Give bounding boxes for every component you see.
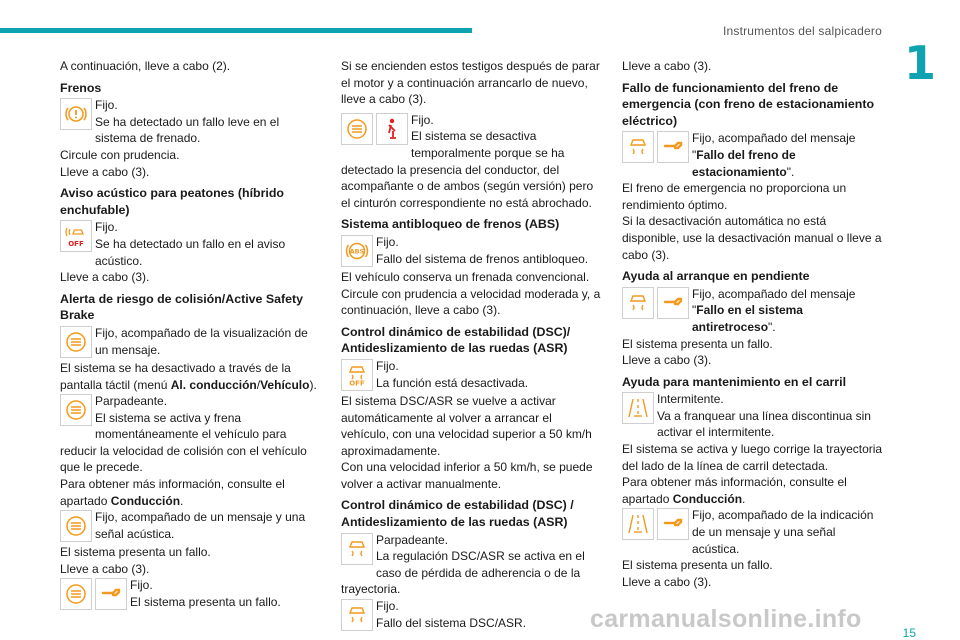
section-title-frenos: Frenos: [60, 80, 102, 95]
text-line: Fijo, acompañado de la indicación de un mensaje y una señal acústica.: [692, 508, 874, 556]
text-line: La función está desactivada.: [376, 375, 529, 390]
section-title-dsc-1: Control dinámico de estabilidad (DSC)/ Antideslizamiento de las ruedas (ASR): [341, 324, 571, 356]
section-title-carril: Ayuda para mantenimiento en el carril: [622, 374, 847, 389]
dsc-icon: [341, 599, 373, 631]
dsc1-block: [341, 358, 603, 393]
text-line: El sistema presenta un fallo.: [130, 595, 281, 610]
alerta-block-2: [60, 393, 318, 476]
alerta-block-3: [60, 509, 318, 544]
page-header-title: Instrumentos del salpicadero: [722, 24, 882, 38]
dsc-icon: [622, 287, 654, 319]
wrench-icon: [657, 287, 689, 319]
text-line: Fijo, acompañado de la visualización de un mensaje.: [95, 325, 308, 357]
text-line: Se ha detectado un fallo leve en el sistema de frenado.: [95, 114, 280, 146]
text-line: Para obtener más información, consulte el apartado Conducción.: [60, 477, 285, 508]
text-line: Circule con prudencia a velocidad moderada y, a continuación, lleve a cabo (3).: [341, 286, 601, 318]
text-line: El sistema se desactiva temporalmente porque se ha detectado la presencia del conductor, del acompañante o de ambos (según versión) pero el cinturón correspondiente no está abrochado.: [341, 129, 594, 210]
brake-warning-icon: [60, 98, 92, 130]
section-title-dsc-2: Control dinámico de estabilidad (DSC) / Antideslizamiento de las ruedas (ASR): [341, 498, 574, 530]
watermark: carmanualsonline.info: [590, 605, 862, 633]
section-title-freno: Fallo de funcionamiento del freno de emergencia (con freno de estacionamiento eléctrico): [622, 80, 875, 128]
column-3: [622, 58, 884, 590]
frenos-block: [60, 97, 318, 147]
pedestrian-sound-off-icon: [60, 220, 92, 252]
lane-keep-icon: [622, 508, 654, 540]
text-line: Fijo.: [130, 578, 153, 593]
text-line: La regulación DSC/ASR se activa en el caso de pérdida de adherencia o de la trayectoria.: [341, 549, 585, 597]
lane-keep-icon: [622, 392, 654, 424]
dsc2-block-2: [341, 598, 603, 633]
text-line: Fijo, acompañado de un mensaje y una señal acústica.: [95, 510, 306, 541]
collision-alert-icon: [341, 113, 373, 145]
text-line: Fijo.: [95, 98, 118, 113]
wrench-icon: [657, 131, 689, 163]
text-line: Fijo.: [376, 358, 399, 373]
text-line: El vehículo conserva un frenada convencional.: [341, 269, 590, 284]
text-line: Lleve a cabo (3).: [60, 561, 150, 576]
text-line: Fijo, acompañado del mensaje "Fallo del freno de estacionamiento".: [692, 131, 856, 179]
freno-block: [622, 130, 884, 180]
dsc-off-icon: [341, 359, 373, 391]
column-1: [60, 58, 318, 612]
text-line: Circule con prudencia.: [60, 147, 180, 162]
text-line: El freno de emergencia no proporciona un rendimiento óptimo.: [622, 181, 847, 212]
page-number: 15: [902, 626, 916, 640]
svg-text:OFF: OFF: [68, 240, 84, 249]
text-line: Va a franquear una línea discontinua sin activar el intermitente.: [657, 408, 871, 440]
column-2: [341, 58, 603, 633]
text-line: Fijo.: [411, 112, 434, 127]
text-line: El sistema presenta un fallo.: [60, 545, 211, 560]
text-line: Lleve a cabo (3).: [60, 164, 150, 179]
intro-text: Lleve a cabo (3).: [622, 59, 712, 73]
seatbelt-icon: [376, 113, 408, 145]
text-line: Fijo.: [376, 234, 399, 249]
text-line: El sistema presenta un fallo.: [622, 558, 773, 573]
text-line: Si la desactivación automática no está disponible, use la desactivación manual o lleve a cabo (3).: [622, 214, 882, 262]
text-line: Intermitente.: [657, 392, 724, 407]
text-line: Lleve a cabo (3).: [622, 574, 712, 589]
text-line: Fijo.: [95, 220, 118, 235]
text-line: Se ha detectado un fallo en el aviso acústico.: [95, 236, 286, 268]
text-line: El sistema se activa y frena momentáneamente el vehículo para reducir la velocidad de colisión con el vehículo que le precede.: [60, 410, 307, 475]
dsc-icon: [622, 131, 654, 163]
section-title-aviso: Aviso acústico para peatones (híbrido enchufable): [60, 186, 284, 217]
carril-block-1: [622, 391, 884, 441]
abs-icon-label: ABS: [349, 247, 365, 256]
intro-text: A continuación, lleve a cabo (2).: [60, 59, 231, 73]
collision-alert-icon: [60, 326, 92, 358]
dsc2-block-1: [341, 532, 603, 598]
text-line: El sistema DSC/ASR se vuelve a activar automáticamente al volver a arrancar el vehículo, con una velocidad superior a 50 km/h aproximadamente.: [341, 393, 592, 458]
collision-alert-icon: [60, 394, 92, 426]
text-line: El sistema se activa y luego corrige la trayectoria del lado de la línea de carril detectada.: [622, 442, 883, 473]
header-accent-bar: [0, 28, 472, 33]
section-title-abs: Sistema antibloqueo de frenos (ABS): [341, 217, 560, 232]
text-line: Fijo, acompañado del mensaje "Fallo en el sistema antiretroceso".: [692, 286, 856, 334]
text-line: Para obtener más información, consulte el apartado Conducción.: [622, 475, 847, 506]
intro-text: Si se encienden estos testigos después de parar el motor y a continuación arrancarlo de nuevo, lleve a cabo (3).: [341, 59, 600, 107]
text-line: Fijo.: [376, 599, 399, 614]
ayuda-block: [622, 286, 884, 336]
aviso-block: [60, 219, 318, 269]
abs-icon: [341, 235, 373, 267]
text-line: El sistema se ha desactivado a través de la pantalla táctil (menú Al. conducción/Vehículo).: [60, 360, 317, 392]
wrench-icon: [657, 508, 689, 540]
alerta-block-4: [60, 577, 318, 612]
text-line: Lleve a cabo (3).: [622, 353, 712, 368]
carril-block-2: [622, 507, 884, 557]
text-line: Parpadeante.: [376, 532, 449, 547]
collision-alert-icon: [60, 510, 92, 542]
dsc-icon: [341, 533, 373, 565]
text-line: El sistema presenta un fallo.: [622, 336, 773, 351]
text-line: Fallo del sistema DSC/ASR.: [376, 615, 527, 630]
dsc-off-icon-label: OFF: [349, 379, 365, 387]
section-title-ayuda: Ayuda al arranque en pendiente: [622, 269, 810, 284]
text-line: Lleve a cabo (3).: [60, 270, 150, 285]
section-title-alerta: Alerta de riesgo de colisión/Active Safety Brake: [60, 291, 304, 323]
collision-alert-icon: [60, 578, 92, 610]
abs-block: [341, 234, 603, 269]
alerta-block-1: [60, 325, 318, 360]
text-line: Parpadeante.: [95, 394, 168, 409]
text-line: Con una velocidad inferior a 50 km/h, se puede volver a activar manualmente.: [341, 460, 593, 491]
cinturon-block: [341, 112, 603, 212]
chapter-number: 1: [903, 36, 936, 90]
text-line: Fallo del sistema de frenos antibloqueo.: [376, 251, 589, 266]
wrench-icon: [95, 578, 127, 610]
